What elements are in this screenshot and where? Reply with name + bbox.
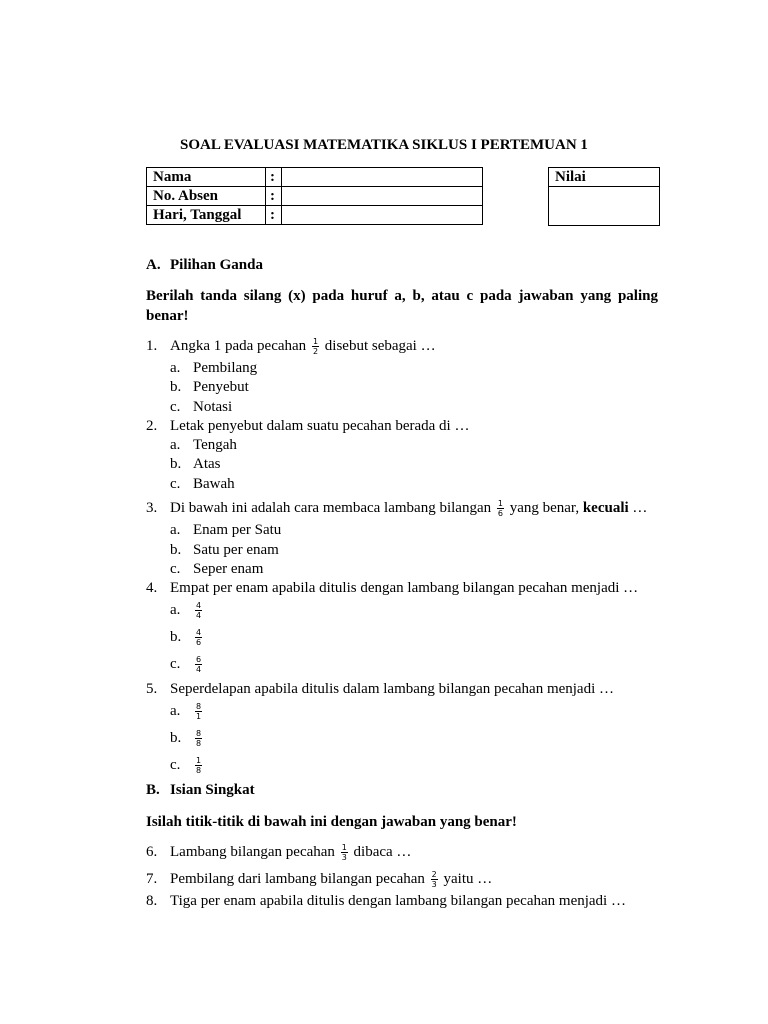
question-number: 2. [146,418,158,434]
section-a-heading [146,257,263,274]
section-letter: B. [146,782,160,798]
info-colon: : [266,187,282,206]
option-text: Seper enam [193,561,264,577]
option-5b[interactable] [170,729,204,748]
fraction-denominator: 4 [196,611,202,620]
question-2 [146,418,469,435]
option-letter: c. [170,476,181,492]
fraction-denominator: 6 [497,509,503,518]
option-1b[interactable] [170,379,249,396]
question-text-end: dibaca … [353,843,412,860]
fraction-numerator: 8 [196,729,202,738]
option-4a[interactable] [170,601,204,620]
fraction-denominator: 4 [196,665,202,674]
fraction-denominator: 3 [431,880,437,889]
option-text: Enam per Satu [193,522,282,538]
question-3 [146,499,647,518]
question-text-end: … [632,499,648,516]
option-1c[interactable] [170,399,232,416]
section-title: Pilihan Ganda [170,257,263,273]
option-2a[interactable] [170,437,237,454]
question-5 [146,681,614,698]
fraction-numerator: 6 [196,655,202,664]
info-fill-field[interactable] [282,187,483,206]
question-7 [146,870,492,889]
question-text: Angka 1 pada pecahan [170,337,307,354]
question-text-end: disebut sebagai … [324,337,436,354]
option-4b[interactable] [170,628,204,647]
info-row-hari-tanggal [147,206,483,225]
option-letter: a. [170,522,181,538]
option-letter: a. [170,360,181,376]
option-text: Satu per enam [193,542,279,558]
page-title: SOAL EVALUASI MATEMATIKA SIKLUS I PERTEMUAN 1 [180,137,588,153]
info-label: No. Absen [147,187,266,206]
option-text: Pembilang [193,360,258,376]
section-a-instruction: Berilah tanda silang (x) pada huruf a, b, atau c pada jawaban yang paling benar! [146,288,658,324]
info-label: Hari, Tanggal [147,206,266,225]
question-number: 4. [146,580,158,596]
info-colon: : [266,206,282,225]
score-fill-field[interactable] [549,187,660,226]
score-label: Nilai [549,168,660,187]
section-title: Isian Singkat [170,782,255,798]
option-3b[interactable] [170,542,279,559]
option-fraction [195,756,202,775]
option-letter: b. [170,628,182,645]
option-fraction [195,601,202,620]
fraction-numerator: 2 [431,870,437,879]
option-letter: b. [170,729,182,746]
score-box [548,167,660,226]
question-text: Empat per enam apabila ditulis dengan lambang bilangan pecahan menjadi … [170,580,639,596]
fraction-denominator: 2 [312,347,319,356]
option-fraction [195,628,202,647]
option-3c[interactable] [170,561,263,578]
question-number: 8. [146,893,158,909]
option-fraction [195,655,202,674]
option-letter: b. [170,379,182,395]
question-number: 1. [146,337,158,354]
fraction-numerator: 1 [497,499,503,508]
section-letter: A. [146,257,161,273]
fraction [431,870,438,889]
option-text: Penyebut [193,379,249,395]
option-2b[interactable] [170,456,221,473]
fraction-denominator: 3 [341,853,347,862]
fraction-numerator: 8 [196,702,202,711]
question-8 [146,893,626,910]
section-b-heading [146,782,255,799]
option-letter: b. [170,456,182,472]
question-text: Pembilang dari lambang bilangan pecahan [170,870,425,887]
info-colon: : [266,168,282,187]
option-letter: a. [170,702,181,719]
option-5c[interactable] [170,756,204,775]
question-number: 6. [146,843,158,860]
option-fraction [195,702,202,721]
option-fraction [195,729,202,748]
question-number: 5. [146,681,158,697]
option-text: Atas [193,456,221,472]
option-letter: c. [170,399,181,415]
info-fill-field[interactable] [282,206,483,225]
option-5a[interactable] [170,702,204,721]
fraction [312,337,319,356]
question-6 [146,843,411,862]
question-number: 3. [146,499,158,516]
option-letter: b. [170,542,182,558]
fraction-denominator: 8 [196,766,202,775]
question-text: Seperdelapan apabila ditulis dalam lambang bilangan pecahan menjadi … [170,681,615,697]
question-text: Letak penyebut dalam suatu pecahan berada di … [170,418,470,434]
fraction-numerator: 4 [196,601,202,610]
question-number: 7. [146,870,158,887]
option-text: Bawah [193,476,235,492]
option-letter: c. [170,756,181,773]
option-2c[interactable] [170,476,235,493]
fraction-numerator: 1 [312,337,319,346]
info-row-nama [147,168,483,187]
option-text: Notasi [193,399,233,415]
option-letter: c. [170,561,181,577]
question-text-mid: yang benar, [509,499,580,516]
question-text: Di bawah ini adalah cara membaca lambang bilangan [170,499,492,516]
question-text: Lambang bilangan pecahan [170,843,335,860]
section-b-instruction: Isilah titik-titik di bawah ini dengan jawaban yang benar! [146,814,517,830]
question-1 [146,337,436,356]
question-4 [146,580,638,597]
fraction [497,499,504,518]
option-letter: a. [170,437,181,453]
fraction-numerator: 4 [196,628,202,637]
question-text-end: yaitu … [443,870,493,887]
fraction-numerator: 1 [196,756,202,765]
fraction-denominator: 1 [196,712,202,721]
fraction-denominator: 8 [196,739,202,748]
fraction [341,843,348,862]
info-row-absen [147,187,483,206]
student-info-table [146,167,483,225]
info-fill-field[interactable] [282,168,483,187]
option-letter: a. [170,601,181,618]
option-1a[interactable] [170,360,257,377]
fraction-numerator: 1 [341,843,347,852]
option-text: Tengah [193,437,237,453]
option-3a[interactable] [170,522,281,539]
info-label: Nama [147,168,266,187]
question-emphasis: kecuali [582,499,629,516]
fraction-denominator: 6 [196,638,202,647]
option-4c[interactable] [170,655,204,674]
question-text: Tiga per enam apabila ditulis dengan lambang bilangan pecahan menjadi … [170,893,626,909]
option-letter: c. [170,655,181,672]
